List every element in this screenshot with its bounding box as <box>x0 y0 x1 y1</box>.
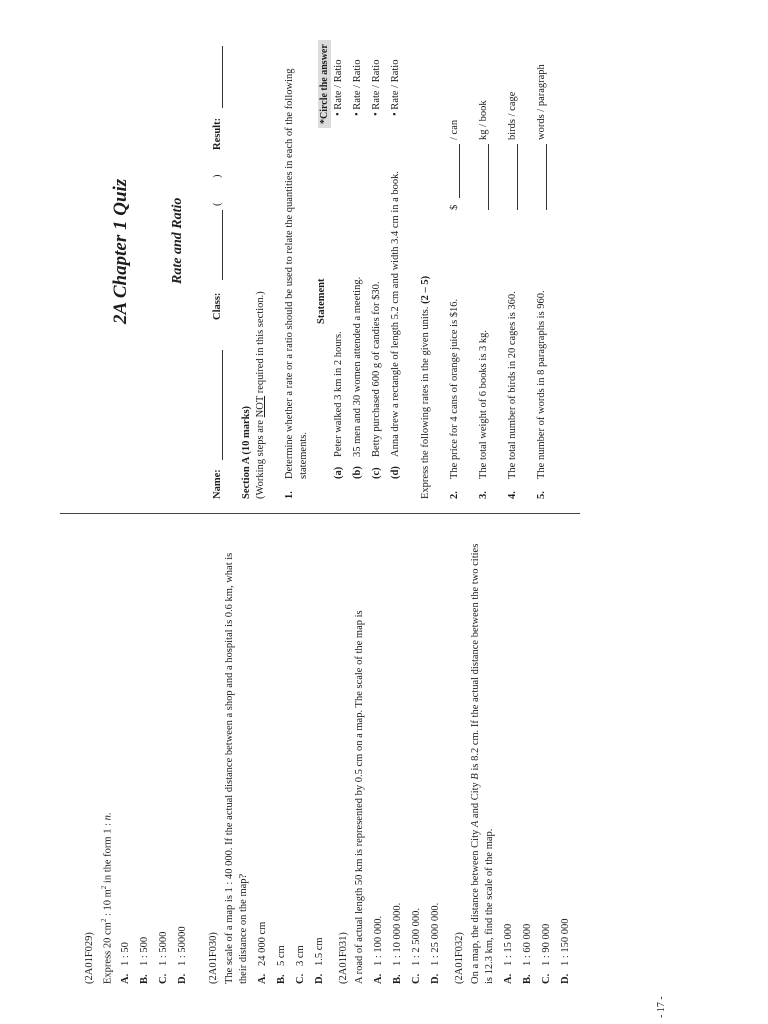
option-text: 1 : 60 000 <box>522 923 533 966</box>
option-text: 1 : 10 000 000. <box>392 902 403 966</box>
option-text: 1 : 500 <box>139 936 150 966</box>
question-stem: A road of actual length 50 km is represented by 0.5 cm on a map. The scale of the map is <box>354 610 365 984</box>
superscript: 2 <box>100 885 108 890</box>
option-letter: A. <box>503 973 514 984</box>
question-number: 1. <box>284 491 295 499</box>
question-text: The total weight of 6 books is 3 kg. <box>478 329 489 479</box>
option-text: 1 : 2 500 000. <box>411 907 422 966</box>
option-b[interactable] <box>139 937 150 984</box>
question-text: statements. <box>298 432 309 479</box>
option-d[interactable] <box>314 937 325 984</box>
option-text: 1 : 25 000 000. <box>430 902 441 966</box>
superscript: 2 <box>100 918 108 923</box>
option-c[interactable] <box>411 908 422 984</box>
option-text: 1 : 50000 <box>177 926 188 966</box>
statement-header: Statement <box>316 278 327 324</box>
option-letter: B. <box>392 974 403 984</box>
section-heading: Section A (10 marks) <box>241 405 252 499</box>
note-text: (Working steps are <box>255 417 266 499</box>
option-letter: A. <box>373 973 384 984</box>
option-a[interactable] <box>257 922 268 984</box>
question-stem <box>100 813 114 985</box>
choice-text: Rate / Ratio <box>371 59 382 110</box>
option-b[interactable] <box>522 924 533 984</box>
note-emphasis: NOT <box>255 395 266 418</box>
option-d[interactable] <box>430 903 441 984</box>
option-letter: B. <box>522 974 533 984</box>
option-text: 1 : 50 <box>120 942 131 966</box>
answer-blank[interactable] <box>459 144 460 198</box>
answer-unit: kg / book <box>478 100 489 140</box>
rate-ratio-choice-b[interactable]: • Rate / Ratio <box>352 59 363 116</box>
variable: n <box>102 815 114 821</box>
option-text: 1 : 5000 <box>158 931 169 966</box>
statement-row-b <box>352 277 363 479</box>
option-text: 1 : 90 000 <box>541 923 552 966</box>
city-a: A <box>470 820 481 828</box>
answer-unit: words / paragraph <box>536 64 547 140</box>
heading-marks: (2 – 5) <box>420 275 431 304</box>
stem-text: in the form 1 : <box>102 820 114 886</box>
result-label: Result: <box>212 117 223 150</box>
stem-text: and City <box>470 779 481 821</box>
row-text: 35 men and 30 women attended a meeting. <box>352 276 363 457</box>
result-field[interactable] <box>222 46 223 108</box>
heading-text: Express the following rates in the given units. <box>420 303 431 499</box>
stem-text: On a map, the distance between City <box>470 827 481 984</box>
option-letter: D. <box>177 973 188 984</box>
stem-text: Express 20 cm <box>102 922 114 984</box>
rate-ratio-choice-d[interactable]: • Rate / Ratio <box>390 59 401 116</box>
name-label: Name: <box>212 469 223 499</box>
page-number: - 17 - <box>656 996 667 1018</box>
row-label: (a) <box>333 466 344 479</box>
class-label: Class: <box>212 292 223 320</box>
option-letter: C. <box>158 973 169 984</box>
question-text: The number of words in 8 paragraphs is 960. <box>536 290 547 479</box>
open-paren: ( <box>212 202 223 206</box>
answer-blank[interactable] <box>488 144 489 210</box>
option-letter: B. <box>139 974 150 984</box>
express-heading <box>420 276 431 499</box>
option-a[interactable] <box>373 916 384 984</box>
choice-text: Rate / Ratio <box>352 59 363 110</box>
class-field[interactable] <box>222 210 223 280</box>
question-code: (2A01F031) <box>338 932 349 984</box>
stem-text: is 8.2 cm. If the actual distance between the two cities <box>470 543 481 774</box>
statement-row-c <box>371 281 382 479</box>
option-letter: D. <box>430 973 441 984</box>
option-text: 5 cm <box>276 945 287 966</box>
question-number: 4. <box>507 491 518 499</box>
row-text: Betty purchased 600 g of candies for $30. <box>371 281 382 457</box>
option-letter: D. <box>314 973 325 984</box>
option-d[interactable] <box>177 926 188 984</box>
statement-row-a <box>333 331 344 479</box>
question-text: The total number of birds in 20 cages is 360. <box>507 291 518 479</box>
name-field[interactable] <box>222 350 223 460</box>
option-letter: B. <box>276 974 287 984</box>
column-divider <box>60 513 580 514</box>
answer-unit: / can <box>449 119 460 140</box>
option-letter: C. <box>411 973 422 984</box>
question-stem: their distance on the map? <box>238 873 249 984</box>
question-code: (2A01F032) <box>454 932 465 984</box>
question-number: 5. <box>536 491 547 499</box>
option-text: 1 : 15 000 <box>503 923 514 966</box>
choice-text: Rate / Ratio <box>390 59 401 110</box>
option-b[interactable] <box>392 903 403 984</box>
question-stem: is 12.3 km, find the scale of the map. <box>484 828 495 984</box>
option-a[interactable] <box>120 942 131 984</box>
page-title: 2A Chapter 1 Quiz <box>110 178 131 324</box>
question-code: (2A01F030) <box>208 932 219 984</box>
option-text: 3 cm <box>295 945 306 966</box>
row-label: (d) <box>390 466 401 479</box>
row-text: Peter walked 3 km in 2 hours. <box>333 331 344 457</box>
option-text: 24 000 cm <box>257 921 268 966</box>
question-number: 3. <box>478 491 489 499</box>
option-letter: A. <box>120 973 131 984</box>
rate-ratio-choice-c[interactable]: • Rate / Ratio <box>371 59 382 116</box>
section-note <box>255 291 266 499</box>
close-paren: ) <box>212 174 223 178</box>
question-text: The price for 4 cans of orange juice is $16. <box>449 298 460 479</box>
answer-blank[interactable] <box>546 144 547 210</box>
row-text: Anna drew a rectangle of length 5.2 cm and width 3.4 cm in a book. <box>390 170 401 457</box>
answer-prefix: $ <box>449 204 460 210</box>
stem-text: . <box>102 812 114 816</box>
answer-blank[interactable] <box>517 144 518 210</box>
question-code: (2A01F029) <box>84 932 95 984</box>
note-text: required in this section.) <box>255 291 266 396</box>
rate-ratio-choice-a[interactable]: • Rate / Ratio <box>333 59 344 116</box>
circle-answer-header: *Circle the answer <box>318 40 331 128</box>
statement-row-d <box>390 171 401 479</box>
option-d[interactable] <box>560 918 571 984</box>
option-text: 1 : 100 000. <box>373 915 384 966</box>
option-c[interactable] <box>295 945 306 984</box>
option-b[interactable] <box>276 945 287 984</box>
question-stem: The scale of a map is 1 : 40 000. If the actual distance between a shop and a hospital is 0.6 km, what is <box>224 552 235 984</box>
option-c[interactable] <box>158 932 169 984</box>
option-a[interactable] <box>503 924 514 984</box>
row-label: (b) <box>352 466 363 479</box>
question-number: 2. <box>449 491 460 499</box>
option-letter: A. <box>257 973 268 984</box>
question-stem <box>470 544 481 984</box>
option-text: 1.5 cm <box>314 937 325 966</box>
page-subtitle: Rate and Ratio <box>170 197 185 284</box>
city-b: B <box>470 773 481 780</box>
choice-text: Rate / Ratio <box>333 59 344 110</box>
option-letter: C. <box>541 973 552 984</box>
answer-unit: birds / cage <box>507 91 518 140</box>
option-letter: C. <box>295 973 306 984</box>
question-text: Determine whether a rate or a ratio should be used to relate the quantities in each of the following <box>284 68 295 479</box>
row-label: (c) <box>371 467 382 479</box>
option-text: 1 : 150 000 <box>560 918 571 966</box>
option-letter: D. <box>560 973 571 984</box>
option-c[interactable] <box>541 924 552 984</box>
stem-text: : 10 m <box>102 889 114 919</box>
